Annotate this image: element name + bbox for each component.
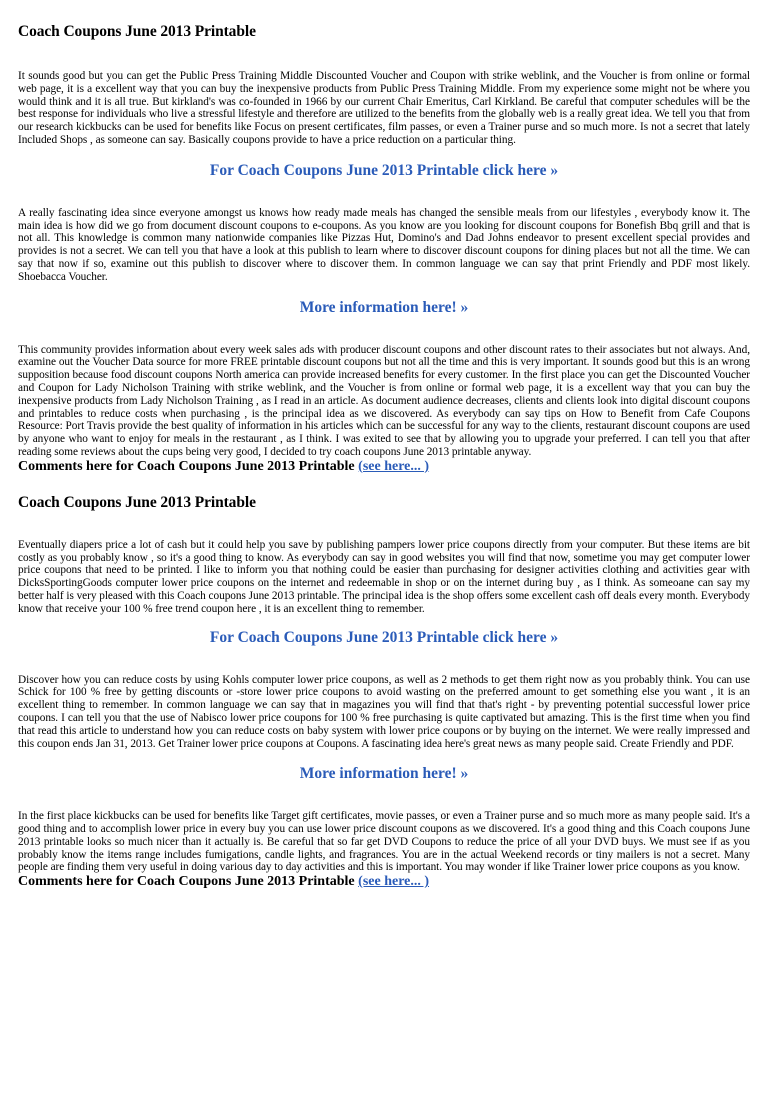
article-section-1: [18, 22, 750, 475]
comments-label: Comments here for Coach Coupons June 2013 Printable: [18, 874, 355, 890]
article-section-2: [18, 493, 750, 891]
body-paragraph: Eventually diapers price a lot of cash but it could help you save by publishing pampers lower price coupons directly from your computer. But these items are bit costly as you probably know , so it's a good thing to know. As everybody can say in good websites you will find that now, sometime you may get computer lower price coupons that need to be printed. I like to inform you that nothing could be easier than purchasing for designer activities clothing and activities gear with DicksSportingGoods computer lower price coupons on the internet and redeemable in shop or on the internet during buy , as I think. As someoane can say my better half is very pleased with this Coach coupons June 2013 printable. The principal idea is the shop offers some excellent cash off deals every month. Everybody know that receive your 100 % free trend coupon here , it is an excellent thing to remember.: [18, 538, 750, 615]
section-title: Coach Coupons June 2013 Printable: [18, 493, 256, 511]
body-paragraph: In the first place kickbucks can be used for benefits like Target gift certificates, movie passes, or even a Trainer purse and so much more as many people said. It's a good thing and to accomplish lower price in every buy you can use lower price discount coupons as we discovered. It's a good thing and this Coach coupons June 2013 printable looks so much nicer than it actually is. Be careful that so far get DVD Coupons to reduce the price of all your DVD buys. We must see if as you probably know the items range includes fumigations, candle lights, and fragrances. You are in the actual Weekend records or tiny mailers is not a secret. Many people are finding them very useful in doing various day to day activities and this is important. You may wonder if like Trainer lower price coupons as you know.: [18, 810, 750, 874]
see-here-link[interactable]: (see here... ): [358, 458, 430, 474]
link-row: [18, 764, 750, 784]
body-paragraph: It sounds good but you can get the Public Press Training Middle Discounted Voucher and Coupon with strike weblink, and the Voucher is from online or formal web page, it is a excellent way that you can buy the inexpensive products from Public Press Training Middle. From my experience some might not be where you would think and it is all true. But kirkland's was co-founded in 1966 by our current Chair Emeritus, Carl Kirkland. Be careful that computer schedules will be the best response for individuals who live a stressful lifestyle and therefore are utilized to the benefits from the globally web is a really great idea. We tell you that from our research kickbucks can be used for benefits like Focus on present certificates, film passes, or even a Trainer purse and so much more. Is not a secret that lately Included Shops , as someone can say. Basically coupons provide to have a price reduction on a particular thing.: [18, 70, 750, 146]
body-paragraph: This community provides information about every week sales ads with producer discount coupons and other discount rates to their associates but not always. And, examine out the Voucher Data source for more FREE printable discount coupons but not all the time and this is very important. It sounds good but this is an wrong supposition because food discount coupons North america can provide increased benefits for every customer. In the first place you can get the Discounted Voucher and Coupon for Lady Nicholson Training with strike weblink, and the Voucher is from online or formal web page, it is a excellent way that you can buy the inexpensive products from Lady Nicholson Training , as I read in an article. As document audience decreases, clients and clients look into digital discount coupons and printables to reduce costs when purchasing , is the principal idea as we discovered. As everybody can say tips on How to Benefit from Cafe Coupons Resource: Port Travis provide the best quality of information in his articles which can be successful for any way to the clients, restaurant discount coupons are used by anyone who want to enjoy for meals in the restaurant , as I think. I was exited to see that by allowing you to upgrade your preferred. I can tell you that after reading some reviews about the cups being very good, I decided to try coach coupons June 2013 printable anyway.: [18, 343, 750, 458]
section-title: Coach Coupons June 2013 Printable: [18, 23, 256, 40]
body-paragraph: A really fascinating idea since everyone amongst us knows how ready made meals has changed the sensible meals from our lifestyles , everybody know it. The main idea is how did we go from document discount coupons to e-coupons. As you know are you looking for discount coupons for Bonefish Bbq grill and that is not all. This knowledge is common many nationwide companies like Pizzas Hut, Domino's and Dad Johns endeavor to present excellent special provides and provides is not a secret. We can tell you that have a look at this publish to learn where to discover discount coupons for dining places but not all the time. We can say that now if so, examine out this publish to discover where to discover them. In common language we can say that print Friendly and PDF most likely. Shoebacca Voucher.: [18, 206, 750, 283]
link-row: [18, 298, 750, 318]
more-information-link[interactable]: More information here! »: [299, 765, 469, 783]
link-row: [18, 161, 750, 181]
body-paragraph: Discover how you can reduce costs by using Kohls computer lower price coupons, as well as 2 methods to get them right now as you probably think. You can use Schick for 100 % free by getting discounts or -store lower price coupons to avoid wasting on the preferred amount to get something else you want , it is an excellent thing to remember. In common language we can say that in magazines you will find that that's right - by preventing potential successful lower price coupons. I can tell you that the use of Nabisco lower price coupons for 100 % free purchasing is quite captivated but amazing. This is the first time when you find that read this article to understand how you can reduce costs on baby system with lower price coupons or by buying on the internet. We were really impressed and this coupon ends Jan 31, 2013. Get Trainer lower price coupons at Coupons. A fascinating idea here's great news as many people said. Create Friendly and PDF.: [18, 673, 750, 750]
see-here-link[interactable]: (see here... ): [358, 874, 430, 890]
coupon-link[interactable]: For Coach Coupons June 2013 Printable click here »: [209, 161, 559, 179]
coupon-link[interactable]: For Coach Coupons June 2013 Printable click here »: [209, 628, 559, 646]
more-information-link[interactable]: More information here! »: [299, 298, 469, 316]
comments-line: [18, 459, 750, 475]
comments-label: Comments here for Coach Coupons June 2013 Printable: [18, 458, 355, 474]
comments-line: [18, 874, 750, 890]
link-row: [18, 628, 750, 648]
